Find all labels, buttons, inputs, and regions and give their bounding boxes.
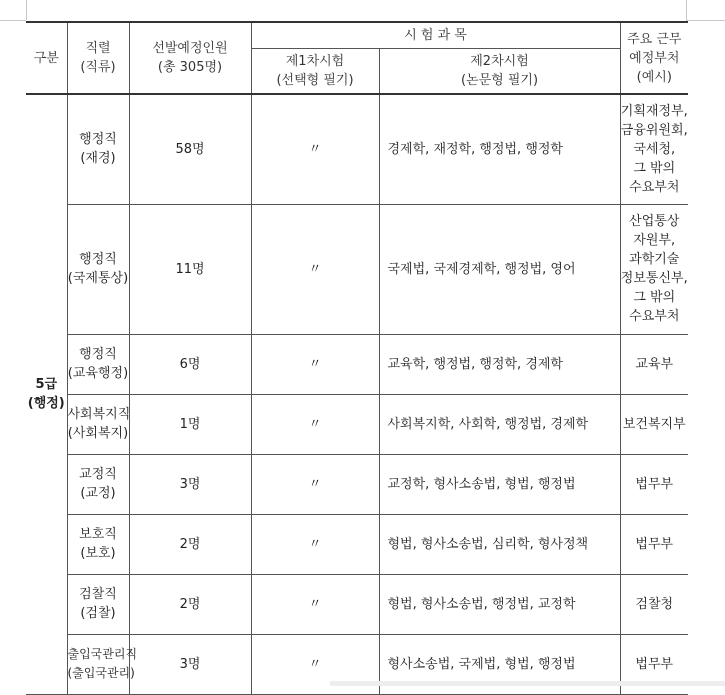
margin-guide	[686, 0, 687, 20]
header-first-exam-sub: (선택형 필기)	[276, 72, 354, 88]
table-row	[26, 334, 688, 394]
header-planned-sub: (총 305명)	[157, 60, 223, 75]
first-exam-cell: 〃	[251, 454, 379, 514]
planned-cell: 3명	[129, 454, 251, 514]
job-cell	[67, 634, 138, 694]
dept-cell	[620, 454, 688, 514]
job-name: 검찰직	[79, 587, 117, 602]
dept-cell	[620, 334, 688, 394]
category-grade: 5급	[35, 377, 58, 393]
job-sub: (교정)	[80, 486, 116, 501]
table-row	[26, 454, 688, 514]
header-subjects-label: 시 험 과 목	[404, 27, 467, 43]
margin-guide	[0, 20, 26, 21]
header-category-label: 구분	[33, 50, 59, 66]
dept-cell	[620, 574, 688, 634]
first-exam-cell: 〃	[251, 94, 379, 204]
table-row	[26, 94, 688, 204]
dept-line: 자원부,	[633, 233, 676, 248]
planned-cell: 6명	[129, 334, 251, 394]
planned-cell: 1명	[129, 394, 251, 454]
header-second-exam	[379, 48, 620, 94]
margin-guide	[26, 0, 27, 20]
header-first-exam-label: 제1차시험	[285, 53, 345, 69]
dept-cell	[620, 204, 688, 334]
table-row	[26, 204, 688, 334]
category-cell	[26, 94, 67, 694]
job-name: 행정직	[79, 347, 117, 362]
dept-cell	[620, 94, 688, 204]
job-name: 행정직	[79, 252, 117, 267]
job-name: 교정직	[79, 467, 117, 482]
job-cell	[67, 394, 129, 454]
job-name: 출입국관리직	[67, 647, 138, 661]
job-sub: (교육행정)	[67, 366, 129, 381]
header-second-exam-sub: (논문형 필기)	[460, 72, 539, 88]
header-job-series-sub: (직류)	[80, 60, 116, 75]
planned-cell: 3명	[129, 634, 251, 694]
first-exam-cell: 〃	[251, 634, 379, 694]
header-departments	[620, 22, 688, 94]
dept-line: 그 밖의	[633, 290, 676, 305]
dept-line: 법무부	[635, 536, 674, 552]
planned-cell: 2명	[129, 574, 251, 634]
job-name: 사회복지직	[67, 407, 131, 422]
dept-cell	[620, 394, 688, 454]
dept-line: 금융위원회,	[620, 122, 688, 138]
margin-guide	[686, 20, 725, 21]
dept-line: 법무부	[635, 476, 674, 492]
dept-line: 법무부	[635, 656, 674, 672]
planned-cell: 2명	[129, 514, 251, 574]
second-exam-cell: 교정학, 형사소송법, 형법, 행정법	[379, 454, 620, 514]
job-cell	[67, 334, 129, 394]
dept-line: 국세청,	[633, 141, 676, 157]
horizontal-scrollbar[interactable]	[330, 681, 725, 686]
job-cell	[67, 514, 129, 574]
dept-line: 보건복지부	[622, 416, 686, 432]
first-exam-cell: 〃	[251, 334, 379, 394]
second-exam-cell: 사회복지학, 사회학, 행정법, 경제학	[379, 394, 620, 454]
table-row	[26, 394, 688, 454]
second-exam-cell: 형법, 형사소송법, 심리학, 형사정책	[379, 514, 620, 574]
job-cell	[67, 574, 129, 634]
planned-cell: 58명	[129, 94, 251, 204]
header-subjects-group	[251, 22, 620, 48]
job-name: 보호직	[79, 527, 117, 542]
second-exam-cell: 형법, 형사소송법, 행정법, 교정학	[379, 574, 620, 634]
header-second-exam-label: 제2차시험	[470, 53, 529, 69]
second-exam-cell: 국제법, 국제경제학, 행정법, 영어	[379, 204, 620, 334]
header-first-exam	[251, 48, 379, 94]
planned-cell: 11명	[129, 204, 251, 334]
dept-line: 수요부처	[629, 309, 680, 324]
second-exam-cell: 교육학, 행정법, 행정학, 경제학	[379, 334, 620, 394]
dept-line: 교육부	[635, 356, 674, 372]
dept-line: 기획재정부,	[620, 103, 688, 119]
dept-line: 검찰청	[635, 596, 674, 612]
dept-line: 그 밖의	[633, 160, 676, 176]
header-job-series	[67, 22, 129, 94]
dept-cell	[620, 514, 688, 574]
first-exam-cell: 〃	[251, 394, 379, 454]
header-departments-line1: 주요 근무	[627, 31, 682, 47]
header-category	[26, 22, 67, 94]
header-planned-label: 선발예정인원	[152, 41, 228, 56]
first-exam-cell: 〃	[251, 204, 379, 334]
dept-line: 정보통신부,	[620, 271, 688, 286]
category-type: (행정)	[27, 396, 65, 412]
first-exam-cell: 〃	[251, 574, 379, 634]
second-exam-cell: 형사소송법, 국제법, 형법, 행정법	[379, 634, 620, 694]
job-sub: (국제통상)	[67, 271, 129, 286]
second-exam-cell: 경제학, 재정학, 행정법, 행정학	[379, 94, 620, 204]
job-cell	[67, 454, 129, 514]
job-sub: (검찰)	[80, 606, 116, 621]
job-name: 행정직	[79, 132, 117, 148]
table-row	[26, 514, 688, 574]
header-job-series-label: 직렬	[85, 41, 111, 56]
first-exam-cell: 〃	[251, 514, 379, 574]
dept-line: 산업통상	[629, 214, 680, 229]
job-cell	[67, 204, 129, 334]
job-sub: (출입국관리)	[67, 666, 135, 680]
dept-line: 과학기술	[629, 252, 680, 267]
job-sub: (보호)	[80, 546, 116, 561]
header-departments-line3: (예시)	[636, 69, 672, 85]
job-sub: (재경)	[80, 151, 116, 167]
job-cell	[67, 94, 129, 204]
dept-line: 수요부처	[629, 179, 680, 195]
table-row	[26, 574, 688, 634]
job-sub: (사회복지)	[67, 426, 129, 441]
exam-subjects-table	[26, 21, 688, 695]
header-departments-line2: 예정부처	[629, 50, 680, 66]
header-planned	[129, 22, 251, 94]
